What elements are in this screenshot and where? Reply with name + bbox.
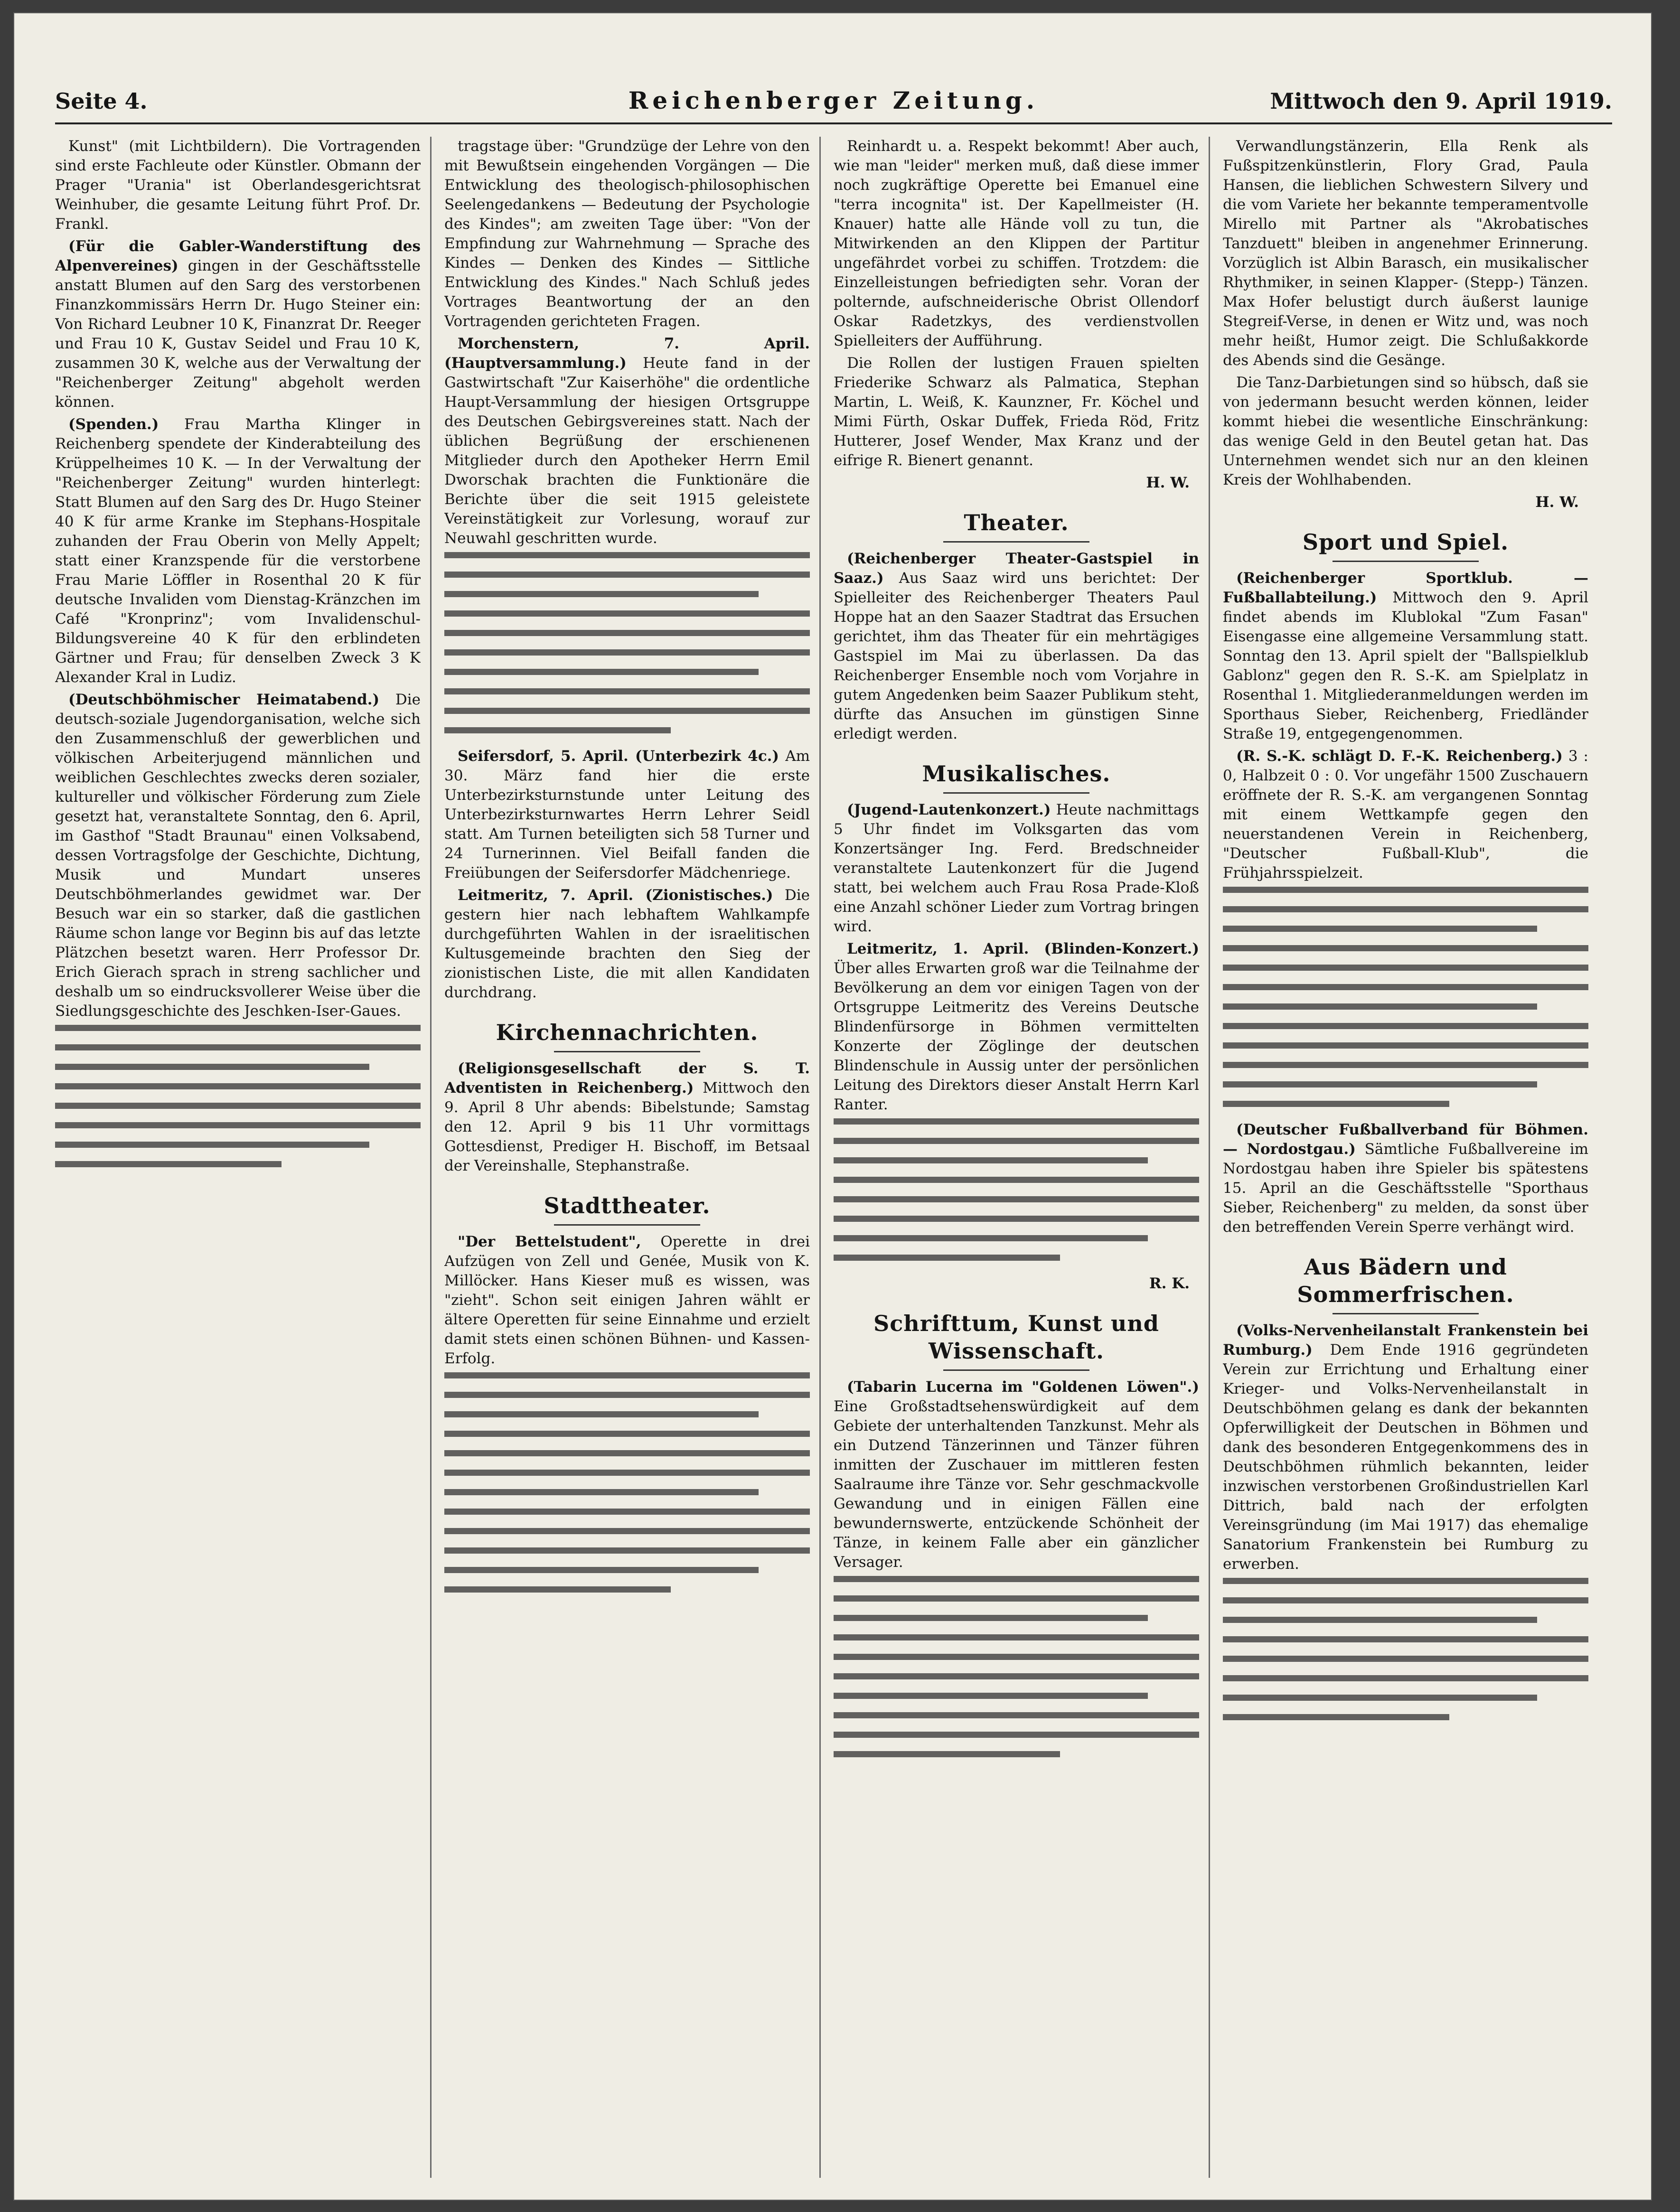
text-line — [1223, 906, 1588, 912]
text-lines-continued — [834, 1576, 1199, 1757]
text-line — [834, 1712, 1199, 1718]
article-text: Dem Ende 1916 gegründeten Verein zur Errichtung und Erhaltung einer Krieger- und Volks-Nervenheilanstalt in Deutschböhmen gelang es dank der bekannten Opferwilligkeit der Deutschen in Böhmen und dank des besonderen Entgegenkommens des in Deutschböhmen rühmlich bekannten, leider inzwischen verstorbenen Großindustriellen Karl Dittrich, bald nach der erfolgten Vereinsgründung (im Mai 1917) das ehemalige Sanatorium Frankenstein bei Rumburg zu erwerben. — [1223, 1341, 1588, 1573]
issue-date: Mittwoch den 9. April 1919. — [1270, 88, 1612, 114]
section-heading-theater: Theater. — [834, 509, 1199, 543]
section-heading-church: Kirchennachrichten. — [444, 1019, 810, 1052]
article-paragraph — [55, 690, 421, 1021]
article-lead: Seifersdorf, 5. April. (Unterbezirk 4c.) — [458, 748, 779, 765]
text-line — [444, 727, 671, 733]
author-signature: H. W. — [1535, 494, 1579, 511]
text-line — [834, 1118, 1199, 1125]
text-line — [444, 1392, 810, 1398]
text-line — [834, 1157, 1148, 1163]
article-text: tragstage über: "Grundzüge der Lehre von den mit Bewußtsein eingehenden Vorgängen — Die Entwicklung des theologisch-philosophischen Seelengedankens — Bedeutung der Psychologie des Kindes"; am zweiten Tage über: "Von der Empfindung zur Wahrnehmung — Sprache des Kindes — Denken des Kindes — Sittliche Entwicklung des Kindes." Nach Schluß jedes Vortrages Beantwortung der an den Vortragenden gerichteten Fragen. — [444, 138, 810, 330]
article-text: Operette in drei Aufzügen von Zell und Genée, Musik von K. Millöcker. Hans Kieser muß es wissen, was "zieht". Schon seit einigen Jahren wählt er ältere Operetten für seine Einnahme und erzielt damit stets einen schönen Bühnen- und Kassen-Erfolg. — [444, 1233, 810, 1367]
author-signature: R. K. — [1149, 1275, 1190, 1292]
text-line — [444, 1567, 759, 1573]
column-1 — [55, 137, 421, 1181]
text-line — [1223, 887, 1588, 893]
text-line — [1223, 1675, 1588, 1681]
text-line — [444, 591, 759, 597]
article-text: Reinhardt u. a. Respekt bekommt! Aber auch, wie man "leider" merken muß, daß diese immer noch zugkräftige Operette bei Emanuel eine "terra incognita" ist. Der Kapellmeister (H. Knauer) hatte alle Hände voll zu tun, die Mitwirkenden an den Klippen der Partitur ungefährdet vorbei zu schiffen. Trotzdem: die Einzelleistungen befriedigten sehr. Voran der polternde, aufschneiderische Obrist Ollendorf Oskar Radetzkys, des verdienstvollen Spielleiters der Aufführung. — [834, 138, 1199, 349]
text-line — [834, 1595, 1199, 1602]
section-heading-stadttheater: Stadttheater. — [444, 1192, 810, 1226]
article-text: Die Rollen der lustigen Frauen spielten Friederike Schwarz als Palmatica, Stephan Martin, L. Weiß, K. Kaunzner, Fr. Köchel und Mimi Fürth, Oskar Duffek, Frieda Röd, Fritz Hutterer, Josef Wender, Max Kranz und der eifrige R. Bienert genannt. — [834, 355, 1199, 469]
article-text: Heute nachmittags 5 Uhr findet im Volksgarten das vom Konzertsänger Ing. Ferd. Bredschneider veranstaltete Lautenkonzert für die Jugend statt, bei welchem auch Frau Rosa Prade-Kloß eine Anzahl schöner Lieder zum Vortrag bringen wird. — [834, 801, 1199, 935]
article-text: Mittwoch den 9. April 8 Uhr abends: Bibelstunde; Samstag den 12. April 9 bis 11 Uhr vormittags Gottesdienst, Prediger H. Bischoff, im Betsaal der Vereinshalle, Stephanstraße. — [444, 1079, 810, 1174]
article-paragraph — [444, 886, 810, 1003]
article-lead: Morchenstern, 7. April. (Hauptversammlung.) — [444, 335, 810, 372]
article-text: Eine Großstadtsehenswürdigkeit auf dem Gebiete der unterhaltenden Tanzkunst. Mehr als ein Dutzend Tänzerinnen und Tänzer führen inmitten der Zuschauer im mittleren festen Saalraume ihre Tänze vor. Sehr geschmackvolle Gewandung und in einigen Fällen eine bewundernswerte, entzückende Schönheit der Tänze, in keinem Falle aber ein gänzlicher Versager. — [834, 1398, 1199, 1571]
text-line — [444, 688, 810, 694]
article-paragraph — [1223, 1120, 1588, 1237]
article-text: Über alles Erwarten groß war die Teilnahme der Bevölkerung an dem vor einigen Tagen von der Ortsgruppe Leitmeritz des Vereins Deutsche Blindenfürsorge in Böhmen vermittelten Konzerte der Zöglinge der deutschen Blindenschule in Aussig unter der persönlichen Leitung des Direktors dieser Anstalt Herrn Karl Ranter. — [834, 960, 1199, 1113]
article-lead: Leitmeritz, 1. April. (Blinden-Konzert.) — [847, 940, 1199, 957]
article-text: Frau Martha Klinger in Reichenberg spendete der Kinderabteilung des Krüppelheimes 10 K. — In der Verwaltung der "Reichenberger Zeitung" wurden hinterlegt: Statt Blumen auf den Sarg des Dr. Hugo Steiner 40 K für arme Kranke im Stephans-Hospitale zuhanden der Frau Oberin von Melly Appelt; statt einer Kranzspende für die verstorbene Frau Marie Löffler in Rosenthal 20 K für deutsche Invaliden vom Dienstag-Kränzchen im Café "Kronprinz"; vom Invalidenschul- Bildungsvereine 40 K für den erblindeten Gärtner und Frau; für denselben Zweck 3 K Alexander Kral in Ludiz. — [55, 416, 421, 686]
article-lead: (Volks-Nervenheilanstalt Frankenstein bei Rumburg.) — [1223, 1322, 1588, 1359]
text-line — [834, 1235, 1148, 1241]
text-line — [834, 1138, 1199, 1144]
article-text: gingen in der Geschäftsstelle anstatt Blumen auf den Sarg des verstorbenen Finanzkommissärs Herrn Dr. Hugo Steiner ein: Von Richard Leubner 10 K, Finanzrat Dr. Reeger und Frau 10 K, Gustav Seidel und Frau 10 K, zusammen 30 K, welche aus der Verwaltung der "Reichenberger Zeitung" abgeholt werden können. — [55, 257, 421, 411]
text-line — [834, 1673, 1199, 1679]
column-2 — [444, 137, 810, 1606]
text-line — [1223, 1714, 1449, 1720]
author-signature: H. W. — [1146, 474, 1190, 491]
text-line — [1223, 965, 1588, 971]
column-divider — [430, 137, 432, 2178]
article-text: Die deutsch-soziale Jugendorganisation, welche sich den Zusammenschluß der gewerblichen und völkischen Arbeiterjugend männlichen und weiblichen Geschlechtes zwecks deren sozialer, kultureller und völkischer Förderung zum Ziele gesetzt hat, veranstaltete Sonntag, den 6. April, im Gasthof "Stadt Braunau" einen Volksabend, dessen Vortragsfolge der Geschichte, Dichtung, Musik und Mundart unseres Deutschböhmerlandes gewidmet war. Der Besuch war ein so starker, daß die gastlichen Räume schon lange vor Beginn bis auf das letzte Plätzchen besetzt waren. Herr Professor Dr. Erich Gierach sprach in streng sachlicher und deshalb um so eindrucksvollerer Weise über die Siedlungsgeschichte des Jeschken-Iser-Gaues. — [55, 691, 421, 1020]
text-line — [444, 708, 810, 714]
text-line — [55, 1103, 421, 1109]
article-paragraph — [1223, 569, 1588, 744]
text-line — [55, 1122, 421, 1128]
newspaper-page — [13, 12, 1652, 2201]
text-line — [1223, 1617, 1537, 1623]
article-paragraph — [834, 939, 1199, 1115]
text-line — [444, 1470, 810, 1476]
section-heading-music: Musikalisches. — [834, 760, 1199, 794]
article-paragraph — [834, 1378, 1199, 1572]
text-line — [444, 669, 759, 675]
text-line — [834, 1576, 1199, 1582]
text-line — [1223, 1081, 1537, 1087]
article-paragraph — [834, 549, 1199, 744]
column-divider — [819, 137, 821, 2178]
text-lines-continued — [444, 1372, 810, 1593]
article-paragraph — [834, 800, 1199, 937]
text-line — [444, 649, 810, 656]
article-lead: (Religionsgesellschaft der S. T. Adventisten in Reichenberg.) — [444, 1060, 810, 1097]
text-line — [444, 1431, 810, 1437]
text-line — [444, 1450, 810, 1456]
article-lead: (Für die Gabler-Wanderstiftung des Alpenvereines) — [55, 238, 421, 274]
article-lead: (Tabarin Lucerna im "Goldenen Löwen".) — [847, 1378, 1199, 1396]
text-line — [444, 1372, 810, 1378]
text-line — [834, 1634, 1199, 1640]
text-line — [834, 1615, 1148, 1621]
text-line — [444, 1509, 810, 1515]
section-heading-baths: Aus Bädern und Sommerfrischen. — [1223, 1253, 1588, 1314]
article-text: Am 30. März fand hier die erste Unterbezirksturnstunde unter Leitung des Unterbezirksturnwartes Herrn Lehrer Seidl statt. Am Turnen beteiligten sich 58 Turner und 24 Turnerinnen. Viel Beifall fanden die Freiübungen der Seifersdorfer Mädchenriege. — [444, 748, 810, 881]
article-text: Sämtliche Fußballvereine im Nordostgau haben ihre Spieler bis spätestens 15. April an die Geschäftsstelle "Sporthaus Sieber, Reichenberg" zu melden, da sonst über den betreffenden Verein Sperre verhängt wird. — [1223, 1141, 1588, 1236]
article-lead: (R. S.-K. schlägt D. F.-K. Reichenberg.) — [1236, 748, 1563, 765]
section-heading-literature: Schrifttum, Kunst und Wissenschaft. — [834, 1310, 1199, 1371]
column-3 — [834, 137, 1199, 1771]
text-line — [1223, 984, 1588, 990]
article-paragraph — [444, 747, 810, 883]
article-lead: Leitmeritz, 7. April. (Zionistisches.) — [458, 887, 773, 904]
text-line — [444, 572, 810, 578]
text-line — [1223, 1023, 1588, 1029]
text-line — [1223, 1636, 1588, 1642]
text-line — [1223, 1042, 1588, 1049]
article-text: Verwandlungstänzerin, Ella Renk als Fußspitzenkünstlerin, Flory Grad, Paula Hansen, die lieblichen Schwestern Silvery und die vom Variete her bekannte temperamentvolle Mirello mit Partner als "Akrobatisches Tanzduett" bleiben in angenehmer Erinnerung. Vorzüglich ist Albin Barasch, ein musikalischer Rhythmiker, in seinen Klapper- (Stepp-) Tänzen. Max Hofer belustigt durch äußerst launige Stegreif-Verse, in denen er Witz und, was noch mehr heißt, Humor zeigt. Die Schlußakkorde des Abends sind die Gesänge. — [1223, 138, 1588, 369]
article-text: Die Tanz-Darbietungen sind so hübsch, daß sie von jedermann besucht werden können, leider kommt hiebei die wesentliche Einschränkung: das wenige Geld in den Beutel getan hat. Das Unternehmen wendet sich nur an den kleinen Kreis der Wohlhabenden. — [1223, 374, 1588, 488]
article-lead: "Der Bettelstudent", — [458, 1233, 641, 1250]
article-lead: (Reichenberger Theater-Gastspiel in Saaz.) — [834, 550, 1199, 587]
page-number: Seite 4. — [55, 88, 148, 114]
text-line — [55, 1044, 421, 1050]
text-line — [834, 1654, 1199, 1660]
text-line — [834, 1216, 1199, 1222]
text-line — [1223, 1597, 1588, 1603]
text-line — [55, 1025, 421, 1031]
text-line — [834, 1196, 1199, 1202]
text-line — [834, 1732, 1199, 1738]
article-paragraph — [444, 1232, 810, 1368]
article-lead: (Deutscher Fußballverband für Böhmen. — Nordostgau.) — [1223, 1121, 1588, 1158]
text-line — [444, 1586, 671, 1593]
text-line — [1223, 1003, 1537, 1010]
text-line — [55, 1083, 421, 1089]
text-line — [444, 610, 810, 617]
article-paragraph — [444, 334, 810, 548]
article-text: Mittwoch den 9. April findet abends im Klublokal "Zum Fasan" Eisengasse eine allgemeine Versammlung statt. Sonntag den 13. April spielt der "Ballspielklub Gablonz" gegen den R. S.-K. am Spielplatz in Rosenthal 1. Mitgliederanmeldungen werden im Sporthaus Sieber, Reichenberg, Friedländer Straße 19, entgegengenommen. — [1223, 589, 1588, 742]
text-line — [834, 1751, 1060, 1757]
article-paragraph — [1223, 747, 1588, 883]
column-4 — [1223, 137, 1588, 1734]
article-lead: (Deutschböhmischer Heimatabend.) — [68, 691, 380, 708]
article-paragraph — [55, 415, 421, 687]
newspaper-title: Reichenberger Zeitung. — [628, 86, 1039, 114]
text-line — [1223, 926, 1537, 932]
article-text: Die gestern hier nach lebhaftem Wahlkampfe durchgeführten Wahlen in der israelitischen Kultusgemeinde brachten den Sieg der zionistischen Liste, die mit allen Kandidaten durchdrang. — [444, 887, 810, 1001]
text-lines-continued — [444, 552, 810, 733]
article-lead: (Reichenberger Sportklub. — Fußballabteilung.) — [1223, 570, 1588, 606]
text-line — [444, 552, 810, 558]
article-text: Heute fand in der Gastwirtschaft "Zur Kaiserhöhe" die ordentliche Haupt-Versammlung der hiesigen Ortsgruppe des Deutschen Gebirgsvereines statt. Nach der üblichen Begrüßung der erschienenen Mitglieder durch den Apotheker Herrn Emil Dworschak brachten die Funktionäre die Berichte über die seit 1915 geleistete Vereinstätigkeit zur Vorlesung, worauf zur Neuwahl geschritten wurde. — [444, 355, 810, 547]
text-line — [444, 630, 810, 636]
article-text: Kunst" (mit Lichtbildern). Die Vortragenden sind erste Fachleute oder Künstler. Obmann der Prager "Urania" ist Oberlandesgerichtsrat Weinhuber, die gesamte Leitung führt Prof. Dr. Frankl. — [55, 138, 421, 233]
text-line — [55, 1161, 282, 1167]
text-lines-continued — [1223, 1578, 1588, 1720]
text-lines-continued — [55, 1025, 421, 1167]
text-line — [55, 1064, 369, 1070]
article-paragraph — [444, 1059, 810, 1176]
column-divider — [1209, 137, 1210, 2178]
text-line — [1223, 945, 1588, 951]
text-line — [834, 1255, 1060, 1261]
text-line — [1223, 1656, 1588, 1662]
article-text: Aus Saaz wird uns berichtet: Der Spielleiter des Reichenberger Theaters Paul Hoppe hat an den Saazer Stadtrat das Ersuchen gerichtet, ihm das Theater für ein mehrtägiges Gastspiel im Mai zu überlassen. Da das Reichenberger Ensemble noch vom Vorjahre in gutem Angedenken beim Saazer Publikum steht, dürfte das Ansuchen im günstigen Sinne erledigt werden. — [834, 570, 1199, 742]
text-line — [444, 1547, 810, 1554]
text-line — [1223, 1062, 1588, 1068]
article-text: 3 : 0, Halbzeit 0 : 0. Vor ungefähr 1500 Zuschauern eröffnete der R. S.-K. am vergangenen Sonntag mit einem Wettkampfe gegen den neuerstandenen Verein in Reichenberg, "Deutscher Fußball-Klub", die Frühjahrsspielzeit. — [1223, 748, 1588, 881]
text-line — [444, 1528, 810, 1534]
text-line — [834, 1177, 1199, 1183]
article-paragraph — [1223, 1321, 1588, 1574]
text-lines-continued — [834, 1118, 1199, 1261]
masthead-rule — [55, 122, 1612, 124]
text-line — [1223, 1695, 1537, 1701]
text-line — [55, 1142, 369, 1148]
article-lead: (Spenden.) — [68, 416, 159, 433]
text-line — [1223, 1578, 1588, 1584]
article-paragraph — [55, 237, 421, 412]
text-line — [444, 1411, 759, 1417]
text-line — [834, 1693, 1148, 1699]
text-line — [444, 1489, 759, 1495]
text-lines-continued — [1223, 887, 1588, 1107]
text-line — [1223, 1101, 1449, 1107]
section-heading-sport: Sport und Spiel. — [1223, 528, 1588, 562]
masthead — [55, 84, 1612, 122]
article-lead: (Jugend-Lautenkonzert.) — [847, 801, 1051, 818]
